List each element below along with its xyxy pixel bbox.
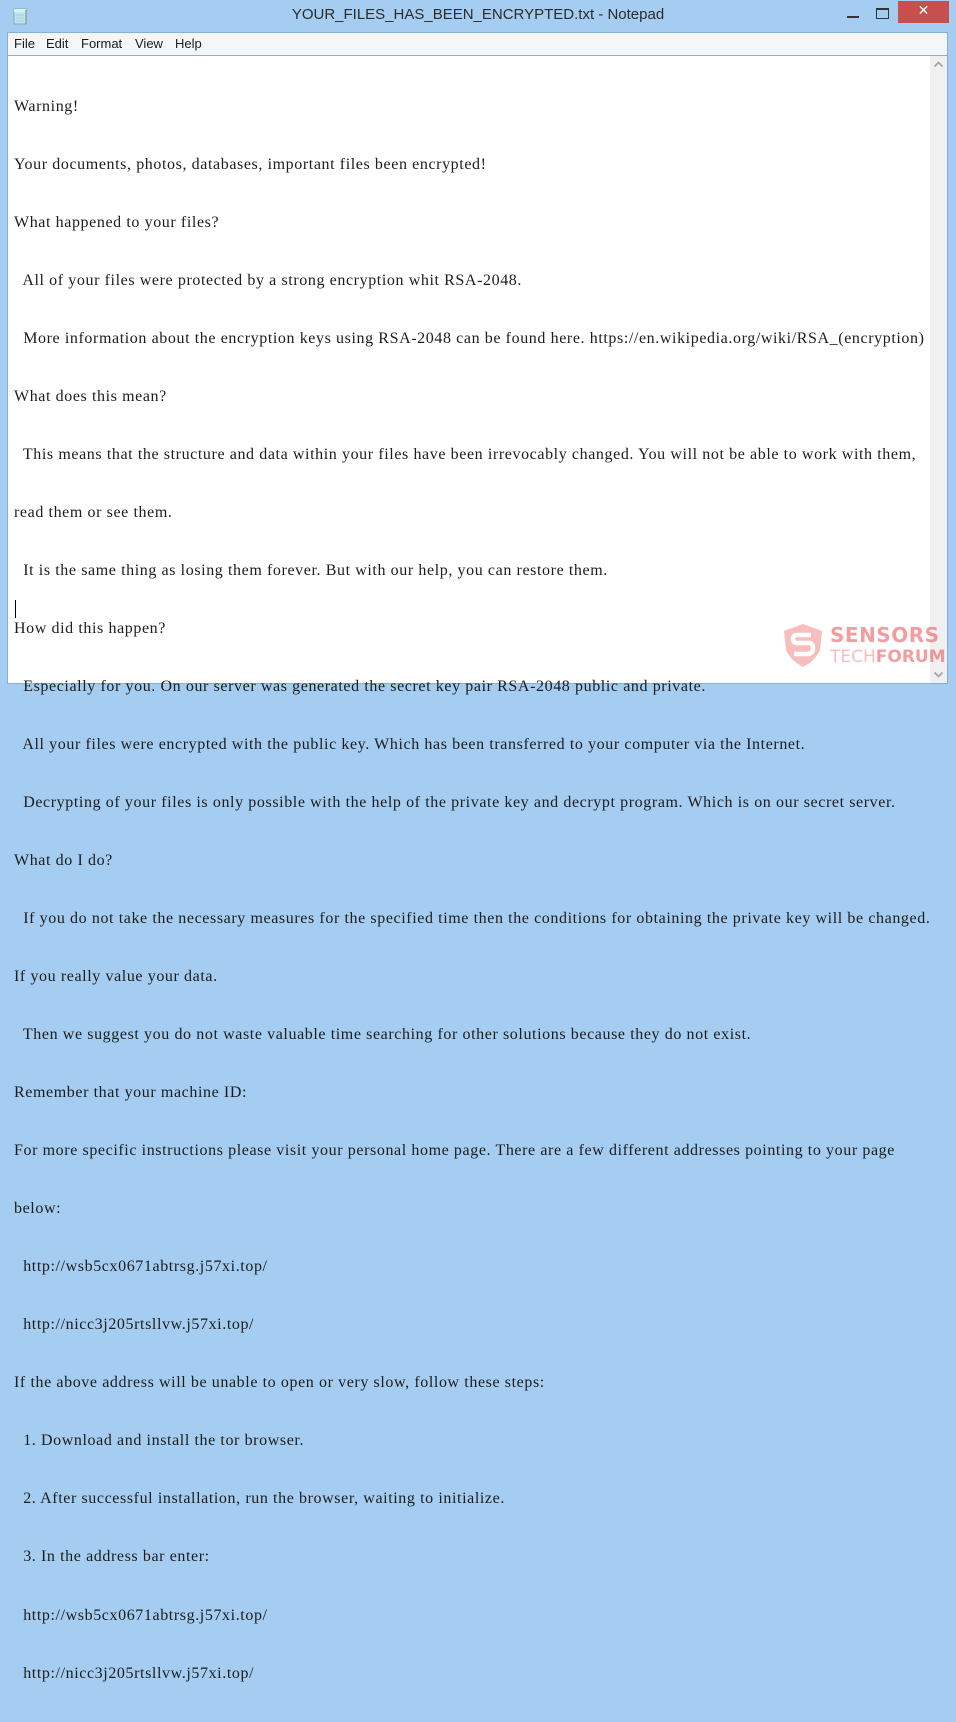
text-line: http://wsb5cx0671abtrsg.j57xi.top/ [14,1606,268,1624]
menu-bar [8,33,947,55]
text-line: If you do not take the necessary measures for the specified time then the conditions for obtaining the private key will be changed. [14,910,931,928]
text-line: http://wsb5cx0671abtrsg.j57xi.top/ [14,1258,268,1276]
text-line: What do I do? [14,852,113,870]
close-icon: ✕ [917,3,930,19]
text-line: If you really value your data. [14,968,218,986]
text-line: All of your files were protected by a strong encryption whit RSA-2048. [14,271,522,289]
text-line: below: [14,1200,62,1218]
text-cursor [15,600,16,618]
text-line: 3. In the address bar enter: [14,1548,210,1566]
text-line: Remember that your machine ID: [14,1084,248,1102]
text-line: What happened to your files? [14,213,220,231]
text-line: 2. After successful installation, run the browser, waiting to initialize. [14,1490,505,1508]
text-line: Decrypting of your files is only possible with the help of the private key and decrypt program. Which is on our secret server. [14,794,896,812]
watermark-line1: SENSORS [830,623,940,647]
title-bar[interactable] [0,0,956,32]
minimize-button[interactable] [838,1,868,23]
menu-file[interactable]: File [14,36,35,51]
text-line: What does this mean? [14,387,167,405]
menu-format[interactable]: Format [81,36,123,51]
maximize-icon [876,8,889,19]
window-title: YOUR_FILES_HAS_BEEN_ENCRYPTED.txt - Notepad [291,6,665,23]
text-line: All your files were encrypted with the public key. Which has been transferred to your computer via the Internet. [14,736,806,754]
watermark-tech: TECH [830,647,876,667]
watermark-logo [782,622,946,670]
close-button[interactable] [898,1,949,23]
document-text[interactable] [14,58,931,1722]
text-line: How did this happen? [14,619,166,637]
text-line: Warning! [14,97,79,115]
text-line: It is the same thing as losing them forever. But with our help, you can restore them. [14,561,608,579]
text-line: read them or see them. [14,503,173,521]
chevron-up-icon [930,56,947,73]
minimize-icon [847,16,859,18]
shield-icon [782,622,824,668]
scroll-up-button[interactable] [930,56,947,73]
text-line: This means that the structure and data within your files have been irrevocably changed. You will not be able to work with them, [14,445,917,463]
watermark-line2 [830,647,946,667]
text-line: http://nicc3j205rtsllvw.j57xi.top/ [14,1316,255,1334]
menu-help[interactable]: Help [175,36,202,51]
text-line: If the above address will be unable to open or very slow, follow these steps: [14,1374,545,1392]
vertical-scrollbar[interactable] [930,56,947,683]
menu-view[interactable]: View [135,36,163,51]
watermark-forum: FORUM [875,647,946,667]
menu-edit[interactable]: Edit [46,36,69,51]
text-line: Especially for you. On our server was generated the secret key pair RSA-2048 public and private. [14,678,706,695]
maximize-button[interactable] [868,1,898,23]
text-line: For more specific instructions please visit your personal home page. There are a few different addresses pointing to your page [14,1142,895,1160]
text-editor-area[interactable] [8,56,947,1682]
text-line: http://nicc3j205rtsllvw.j57xi.top/ [14,1664,255,1682]
text-line: More information about the encryption keys using RSA-2048 can be found here. https://en.wikipedia.org/wiki/RSA_(encryption) [14,329,925,347]
text-line: 1. Download and install the tor browser. [14,1432,305,1450]
text-line: Your documents, photos, databases, important files been encrypted! [14,155,487,173]
text-line: Then we suggest you do not waste valuable time searching for other solutions because they do not exist. [14,1026,752,1044]
